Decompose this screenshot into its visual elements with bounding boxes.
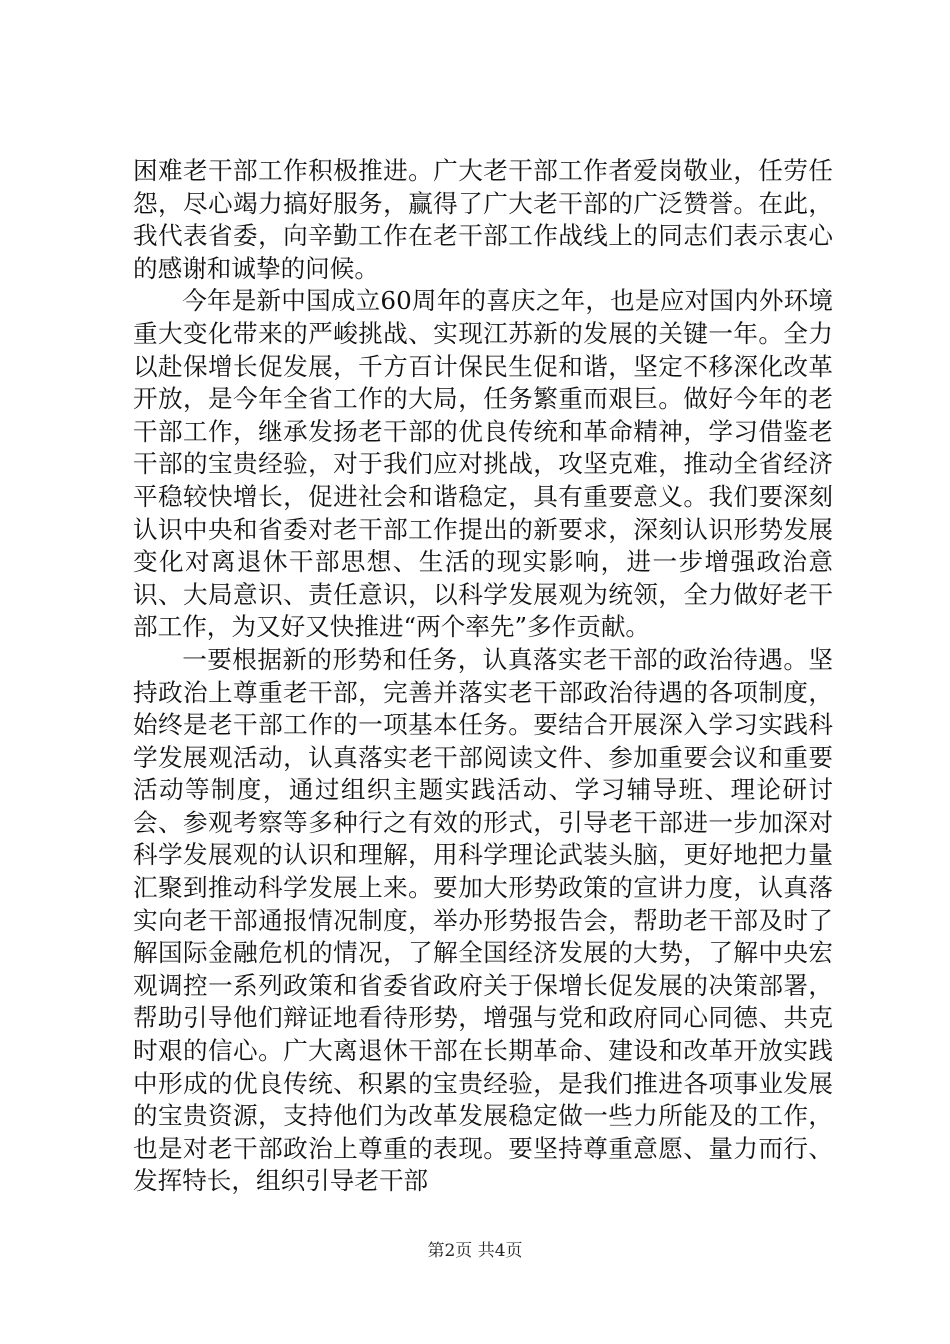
paragraph-3: 一要根据新的形势和任务，认真落实老干部的政治待遇。坚持政治上尊重老干部，完善并落实老干部政治待遇的各项制度，始终是老干部工作的一项基本任务。要结合开展深入学习实践科学发展观活动，认真落实老干部阅读文件、参加重要会议和重要活动等制度，通过组织主题实践活动、学习辅导班、理论研讨会、参观考察等多种行之有效的形式，引导老干部进一步加深对科学发展观的认识和理解，用科学理论武装头脑，更好地把力量汇聚到推动科学发展上来。要加大形势政策的宣讲力度，认真落实向老干部通报情况制度，举办形势报告会，帮助老干部及时了解国际金融危机的情况，了解全国经济发展的大势，了解中央宏观调控一系列政策和省委省政府关于保增长促发展的决策部署，帮助引导他们辩证地看待形势，增强与党和政府同心同德、共克时艰的信心。广大离退休干部在长期革命、建设和改革开放实践中形成的优良传统、积累的宝贵经验，是我们推进各项事业发展的宝贵资源，支持他们为改革发展稳定做一些力所能及的工作，也是对老干部政治上尊重的表现。要坚持尊重意愿、量力而行、发挥特长，组织引导老干部 <box>133 644 833 1196</box>
paragraph-2: 今年是新中国成立60周年的喜庆之年，也是应对国内外环境重大变化带来的严峻挑战、实现江苏新的发展的关键一年。全力以赴保增长促发展，千方百计保民生促和谐，坚定不移深化改革开放，是今年全省工作的大局，任务繁重而艰巨。做好今年的老干部工作，继承发扬老干部的优良传统和革命精神，学习借鉴老干部的宝贵经验，对于我们应对挑战，攻坚克难，推动全省经济平稳较快增长，促进社会和谐稳定，具有重要意义。我们要深刻认识中央和省委对老干部工作提出的新要求，深刻认识形势发展变化对离退休干部思想、生活的现实影响，进一步增强政治意识、大局意识、责任意识，以科学发展观为统领，全力做好老干部工作，为又好又快推进“两个率先”多作贡献。 <box>133 286 833 642</box>
document-body <box>133 155 833 1198</box>
paragraph-1: 困难老干部工作积极推进。广大老干部工作者爱岗敬业，任劳任怨，尽心竭力搞好服务，赢得了广大老干部的广泛赞誉。在此，我代表省委，向辛勤工作在老干部工作战线上的同志们表示衷心的感谢和诚挚的问候。 <box>133 156 833 283</box>
page-number-footer: 第2页 共4页 <box>427 1241 523 1261</box>
